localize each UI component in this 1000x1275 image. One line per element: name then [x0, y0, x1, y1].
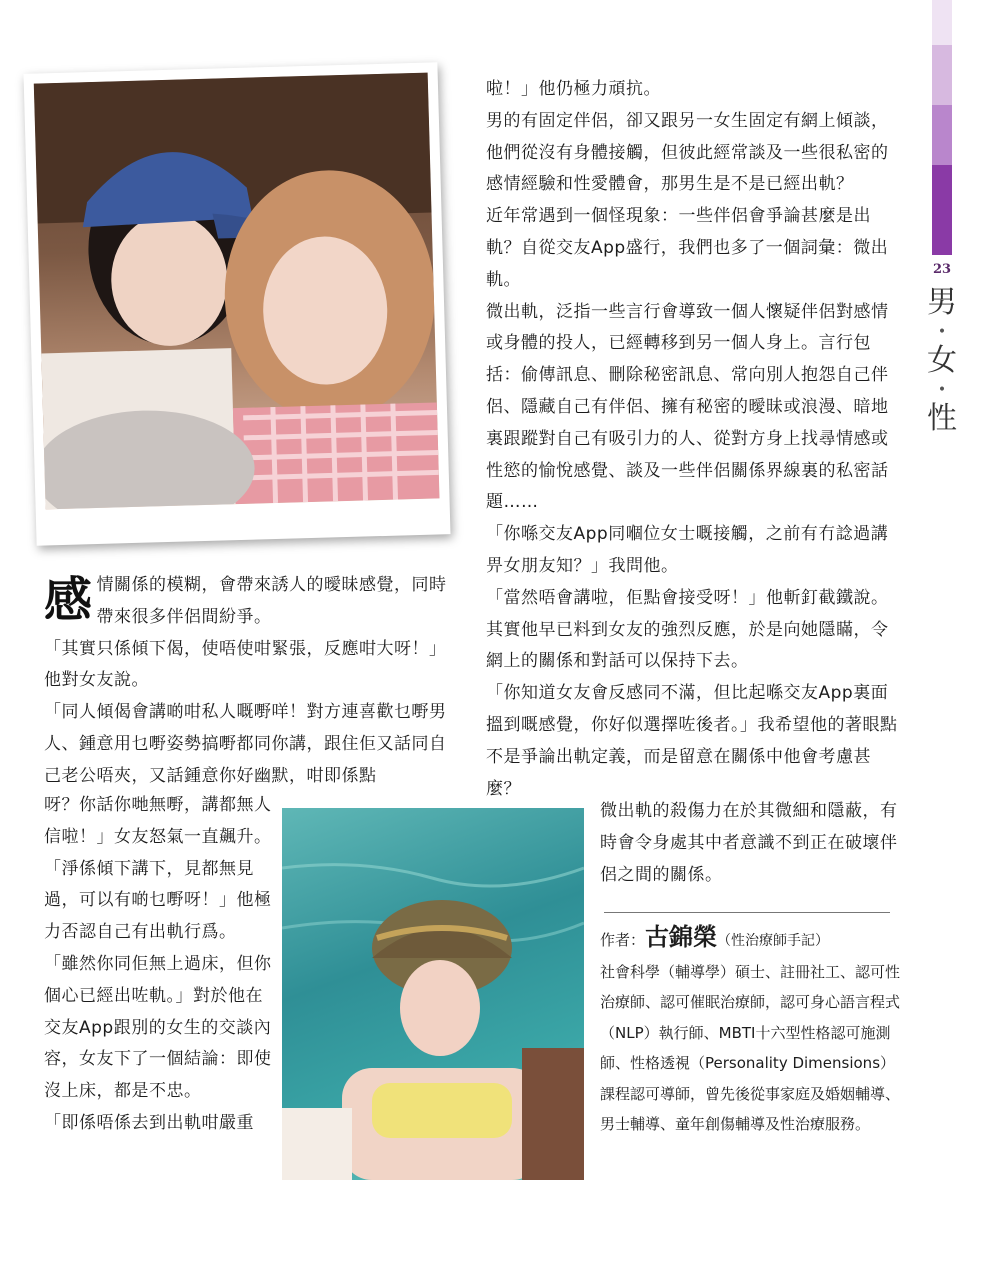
- sidebar-color-tab: [932, 165, 952, 255]
- polaroid-frame: [23, 62, 450, 545]
- article-paragraph: 男的有固定伴侶，卻又跟另一女生固定有網上傾談，他們從沒有身體接觸，但彼此經常談及一些很私密的感情經驗和性愛體會，那男生是不是已經出軌？: [486, 110, 889, 195]
- article-paragraph: 「其實只係傾下偈，使唔使咁緊張，反應咁大呀！」他對女友說。: [44, 638, 447, 691]
- article-paragraph: 情關係的模糊，會帶來誘人的曖昧感覺，同時帶來很多伴侶間紛爭。: [96, 575, 447, 627]
- separator-dot: •: [937, 324, 947, 340]
- article-column-closing: [600, 796, 902, 891]
- article-paragraph: 微出軌的殺傷力在於其微細和隱蔽，有時會令身處其中者意識不到正在破壞伴侶之間的關係。: [600, 801, 898, 885]
- author-bio: 社會科學（輔導學）碩士、註冊社工、認可性治療師、認可催眠治療師，認可身心語言程式（NLP）執行師、MBTI十六型性格認可施測師、性格透視（Personality Dimensions）課程認可導師，曾先後從事家庭及婚姻輔導、男士輔導、童年創傷輔導及性治療服務。: [600, 962, 901, 1133]
- article-paragraph: 啦！」他仍極力頑抗。: [486, 79, 661, 99]
- article-paragraph: 呀？你話你哋無嘢，講都無人信啦！」女友怒氣一直飆升。: [44, 795, 272, 847]
- article-paragraph: 「你喺交友App同嗰位女士嘅接觸，之前有冇諗過講畀女朋友知？」我問他。: [486, 524, 889, 576]
- article-paragraph: 「淨係傾下講下，見都無見過，可以有啲乜嘢呀！」他極力否認自己有出軌行爲。: [44, 858, 272, 943]
- author-label: 作者：: [600, 931, 646, 949]
- photo-illustration: [282, 808, 584, 1180]
- section-title-char: 性: [927, 401, 957, 436]
- author-box: [600, 922, 902, 1140]
- author-name: 古錦榮: [645, 922, 718, 951]
- photo-illustration: [34, 73, 440, 510]
- sidebar-color-tab: [932, 0, 952, 45]
- author-heading: [600, 922, 902, 957]
- article-column-narrow: [44, 790, 272, 1140]
- article-paragraph: 「同人傾偈會講啲咁私人嘅嘢咩！對方連喜歡乜嘢男人、鍾意用乜嘢姿勢搞嘢都同你講，跟住佢又話同自己老公唔夾，又話鍾意你好幽默，咁即係點: [44, 702, 447, 786]
- sidebar-color-tab: [932, 105, 952, 165]
- sidebar-color-tab: [932, 45, 952, 105]
- section-title-char: 女: [927, 343, 957, 378]
- article-paragraph: 近年常遇到一個怪現象：一些伴侶會爭論甚麼是出軌？自從交友App盛行，我們也多了一個詞彙：微出軌。: [486, 206, 889, 290]
- section-title: [922, 285, 962, 437]
- article-column-left: [44, 570, 454, 793]
- article-paragraph: 微出軌，泛指一些言行會導致一個人懷疑伴侶對感情或身體的投人，已經轉移到另一個人身上。言行包括：偷傳訊息、刪除秘密訊息、常向別人抱怨自己伴侶、隱藏自己有伴侶、擁有秘密的曖昧或浪漫、暗地裏跟蹤對自己有吸引力的人、從對方身上找尋情感或性慾的愉悅感覺、談及一些伴侶關係界線裏的私密話題……: [486, 301, 889, 513]
- article-paragraph: 「當然唔會講啦，佢點會接受呀！」他斬釘截鐵說。其實他早已料到女友的強烈反應，於是向她隱瞞，令網上的關係和對話可以保持下去。: [486, 587, 889, 672]
- section-title-char: 男: [927, 285, 957, 320]
- divider: [604, 912, 890, 913]
- separator-dot: •: [937, 382, 947, 398]
- article-paragraph: 「你知道女友會反感同不滿，但比起喺交友App裏面搵到嘅感覺，你好似選擇咗後者。」我希望他的著眼點不是爭論出軌定義，而是留意在關係中他會考慮甚麼？: [486, 683, 898, 799]
- article-column-right: [486, 74, 902, 805]
- article-paragraph: 「雖然你同佢無上過床，但你個心已經出咗軌。」對於他在交友App跟別的女生的交談內容，女友下了一個結論：即使沒上床，都是不忠。: [44, 953, 272, 1102]
- article-paragraph: 「即係唔係去到出軌咁嚴重: [44, 1112, 254, 1133]
- drop-cap: 感: [44, 572, 93, 628]
- author-note: （性治療師手記）: [717, 933, 830, 949]
- two-young-women-selfie-photo: [34, 73, 440, 510]
- woman-in-bucket-hat-by-sea-photo: [282, 808, 584, 1180]
- page-number: 23: [932, 262, 952, 277]
